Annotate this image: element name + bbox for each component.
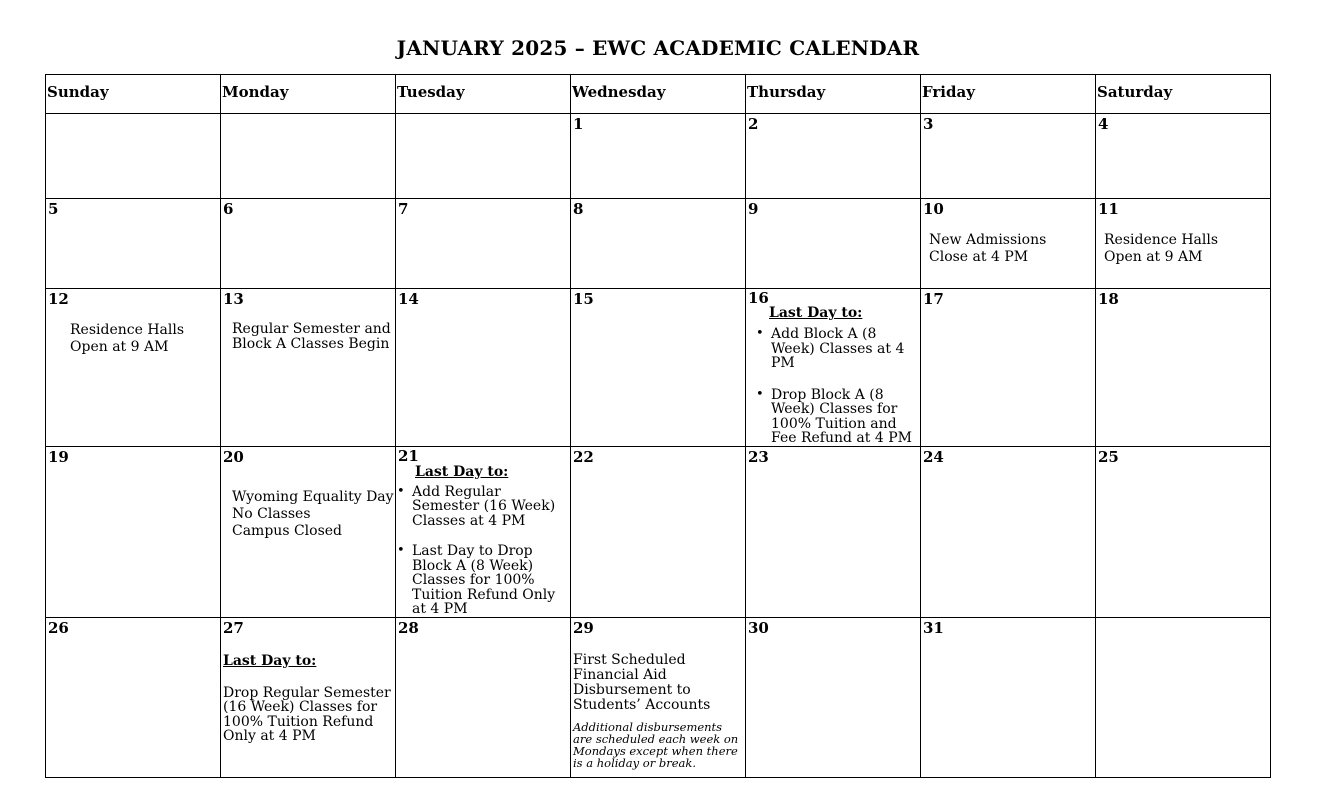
day-number: 11 — [1098, 200, 1119, 218]
day-number: 19 — [48, 447, 69, 466]
day-number: 24 — [923, 447, 944, 466]
event-line: Block A Classes Begin — [232, 336, 390, 352]
day-number: 29 — [573, 618, 594, 637]
day-event — [221, 308, 395, 352]
event-line: New Admissions — [929, 232, 1047, 248]
day-cell-9 — [746, 199, 921, 289]
empty-day-cell — [1096, 617, 1271, 777]
calendar-grid — [45, 74, 1271, 778]
event-line: Close at 4 PM — [929, 249, 1029, 265]
event-line: Regular Semester and — [232, 321, 391, 337]
event-line: Residence Halls — [70, 322, 185, 338]
day-number: 12 — [48, 290, 69, 308]
week-row — [46, 446, 1271, 617]
event-line: Residence Halls — [1104, 232, 1219, 248]
week-row — [46, 199, 1271, 289]
day-cell-15 — [571, 289, 746, 447]
day-event — [46, 308, 220, 356]
day-cell-18 — [1096, 289, 1271, 447]
day-cell-16 — [746, 289, 921, 447]
empty-day-cell — [396, 114, 571, 199]
day-cell-30 — [746, 617, 921, 777]
day-cell-7 — [396, 199, 571, 289]
weekday-sunday: Sunday — [46, 75, 221, 114]
day-cell-4 — [1096, 114, 1271, 199]
deadline-list — [746, 321, 920, 446]
event-line: Wyoming Equality Day — [232, 488, 394, 505]
last-day-heading: Last Day to: — [769, 305, 863, 321]
day-cell-13 — [221, 289, 396, 447]
day-cell-24 — [921, 446, 1096, 617]
day-cell-29 — [571, 617, 746, 777]
day-cell-28 — [396, 617, 571, 777]
weekday-friday: Friday — [921, 75, 1096, 114]
day-number: 31 — [923, 618, 944, 637]
day-cell-19 — [46, 446, 221, 617]
week-row — [46, 114, 1271, 199]
deadline-item: • Drop Block A (8 Week) Classes for 100% Tuition and Fee Refund at 4 PM — [771, 388, 918, 446]
week-row — [46, 617, 1271, 777]
day-number: 25 — [1098, 447, 1119, 466]
deadline-text: Drop Regular Semester (16 Week) Classes for 100% Tuition Refund Only at 4 PM — [223, 684, 391, 744]
weekday-header-row — [46, 75, 1271, 114]
day-cell-14 — [396, 289, 571, 447]
deadline-item: • Add Regular Semester (16 Week) Classes at 4 PM — [412, 485, 566, 529]
day-number: 10 — [923, 200, 944, 218]
day-cell-27 — [221, 617, 396, 777]
weekday-monday: Monday — [221, 75, 396, 114]
day-cell-2 — [746, 114, 921, 199]
day-number: 26 — [48, 618, 69, 637]
disbursement-note: Additional disbursements are scheduled each week on Mondays except when there is a holiday or break. — [573, 719, 739, 770]
day-cell-1 — [571, 114, 746, 199]
day-number: 3 — [923, 115, 934, 133]
day-number: 23 — [748, 447, 769, 466]
weekday-saturday: Saturday — [1096, 75, 1271, 114]
day-cell-5 — [46, 199, 221, 289]
day-number: 30 — [748, 618, 769, 637]
day-cell-6 — [221, 199, 396, 289]
event-line: Open at 9 AM — [1104, 249, 1203, 265]
day-event — [1096, 218, 1270, 266]
deadline-item: • Add Block A (8 Week) Classes at 4 PM — [771, 327, 918, 371]
day-cell-11 — [1096, 199, 1271, 289]
day-number: 28 — [398, 618, 419, 637]
day-number: 27 — [223, 618, 244, 637]
day-number: 1 — [573, 115, 584, 133]
empty-day-cell — [221, 114, 396, 199]
weekday-wednesday: Wednesday — [571, 75, 746, 114]
day-cell-20 — [221, 446, 396, 617]
day-number: 7 — [398, 200, 409, 218]
page-title: JANUARY 2025 – EWC ACADEMIC CALENDAR — [396, 36, 920, 60]
day-number: 20 — [223, 447, 244, 466]
weekday-tuesday: Tuesday — [396, 75, 571, 114]
disbursement-text: First Scheduled Financial Aid Disbursement to Students’ Accounts — [573, 651, 711, 713]
day-number: 13 — [223, 290, 244, 308]
day-number: 4 — [1098, 115, 1109, 133]
day-cell-21 — [396, 446, 571, 617]
event-line: Open at 9 AM — [70, 339, 169, 355]
day-cell-26 — [46, 617, 221, 777]
deadline-item: • Last Day to Drop Block A (8 Week) Classes for 100% Tuition Refund Only at 4 PM — [412, 544, 566, 617]
day-number: 14 — [398, 290, 419, 308]
day-cell-10 — [921, 199, 1096, 289]
day-cell-23 — [746, 446, 921, 617]
day-cell-22 — [571, 446, 746, 617]
deadline-list — [396, 481, 570, 617]
day-cell-8 — [571, 199, 746, 289]
day-number: 16 — [748, 289, 769, 307]
day-number: 17 — [923, 290, 944, 308]
last-day-heading: Last Day to: — [415, 463, 509, 480]
day-cell-31 — [921, 617, 1096, 777]
day-number: 5 — [48, 200, 59, 218]
day-cell-25 — [1096, 446, 1271, 617]
day-cell-17 — [921, 289, 1096, 447]
day-number: 15 — [573, 290, 594, 308]
event-line: No Classes — [232, 505, 311, 522]
day-event — [221, 466, 395, 540]
day-event — [921, 218, 1095, 266]
day-cell-3 — [921, 114, 1096, 199]
day-number: 21 — [398, 446, 419, 465]
last-day-heading: Last Day to: — [223, 652, 317, 669]
day-number: 8 — [573, 200, 584, 218]
day-number: 2 — [748, 115, 759, 133]
day-number: 18 — [1098, 290, 1119, 308]
week-row — [46, 289, 1271, 447]
weekday-thursday: Thursday — [746, 75, 921, 114]
day-cell-12 — [46, 289, 221, 447]
event-line: Campus Closed — [232, 522, 342, 539]
day-number: 9 — [748, 200, 759, 218]
empty-day-cell — [46, 114, 221, 199]
day-number: 22 — [573, 447, 594, 466]
day-number: 6 — [223, 200, 234, 218]
